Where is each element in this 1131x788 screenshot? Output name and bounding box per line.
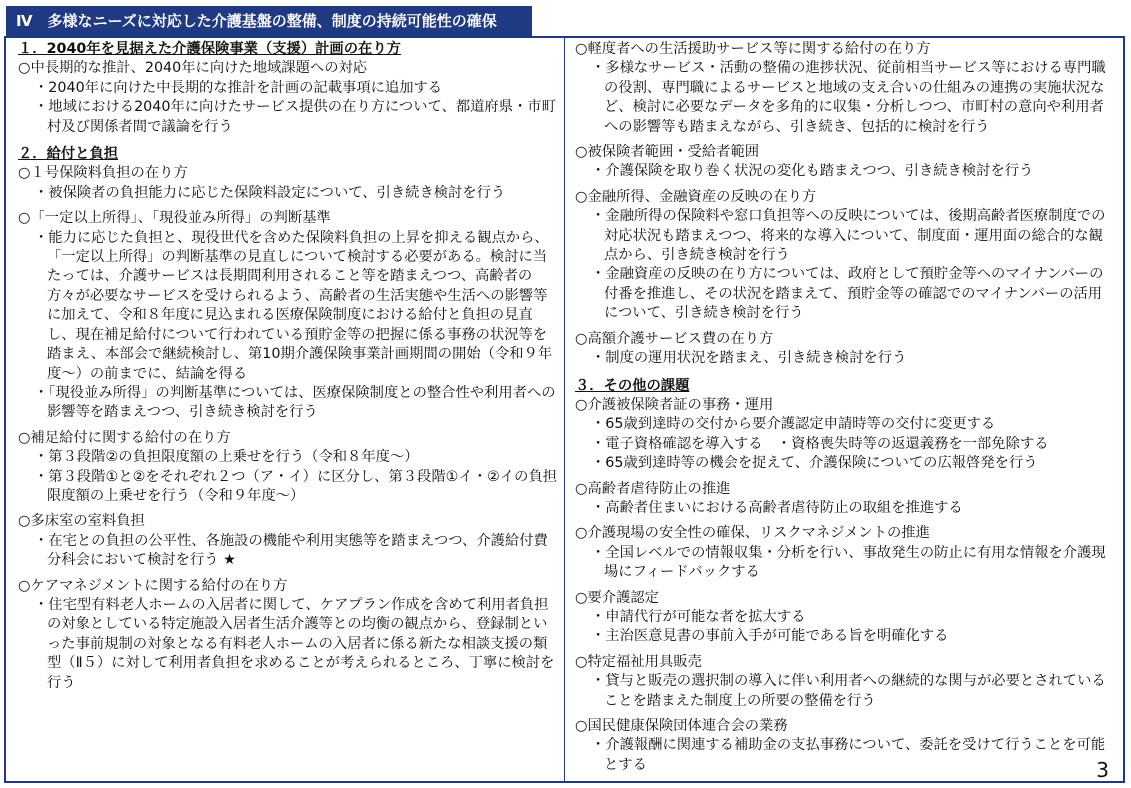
- topic-bullet: ・第３段階②の負担限度額の上乗せを行う（令和８年度～）: [34, 449, 419, 466]
- topic-bullet: ・第３段階①と②をそれぞれ２つ（ア・イ）に区分し、第３段階①イ・②イの負担限度額の上乗せを行う（令和９年度～）: [34, 468, 558, 504]
- topic-title: ○「一定以上所得」、「現役並み所得」の判断基準: [18, 210, 331, 227]
- topic-bullet: ・制度の運用状況を踏まえ、引き続き検討を行う: [591, 350, 907, 367]
- topic-title: ○高額介護サービス費の在り方: [575, 330, 774, 347]
- topic-title: ○国民健康保険団体連合会の業務: [575, 718, 788, 734]
- topic-bullet: ・申請代行が可能な者を拡大する: [591, 608, 806, 625]
- column-divider: [564, 38, 565, 781]
- topic-item: [575, 396, 1113, 474]
- topic-title: ○要介護認定: [575, 589, 659, 606]
- topic-item: [18, 164, 558, 203]
- topic-item: [18, 577, 558, 693]
- section-heading: ２．給付と負担: [18, 146, 119, 163]
- topic-item: [18, 512, 558, 570]
- topic-item: [575, 717, 1113, 775]
- topic-bullet: ・多様なサービス・活動の整備の進捗状況、従前相当サービス等における専門職の役割、専門職によるサービスと地域の支え合いの仕組みの連携の実施状況など、検討に必要なデータを多角的に収集・分析しつつ、市町村の意向や利用者への影響等も踏まえながら、引き続き、包括的に検討を行う: [591, 60, 1106, 135]
- topic-item: [575, 589, 1113, 647]
- topic-bullet: ・65歳到達時の交付から要介護認定申請時等の交付に変更する: [591, 416, 996, 433]
- topic-title: ○１号保険料負担の在り方: [18, 165, 188, 182]
- topic-bullet: ・地域における2040年に向けたサービス提供の在り方について、都道府県・市町村及び関係者間で議論を行う: [34, 99, 556, 135]
- topic-bullet: ・在宅との負担の公平性、各施設の機能や利用実態等を踏まえつつ、介護給付費分科会において検討を行う ★: [34, 532, 548, 569]
- topic-title: ○多床室の室料負担: [18, 513, 145, 530]
- topic-item: [575, 143, 1113, 182]
- left-column: [18, 40, 558, 693]
- topic-item: [575, 480, 1113, 519]
- topic-item: [575, 40, 1113, 137]
- topic-bullet: ・65歳到達時等の機会を捉えて、介護保険についての広報啓発を行う: [591, 455, 1038, 472]
- section-heading: １．2040年を見据えた介護保険事業（支援）計画の在り方: [18, 41, 401, 57]
- section: [18, 40, 558, 137]
- section-heading: ３．その他の課題: [575, 377, 690, 394]
- right-column: [575, 40, 1113, 775]
- topic-title: ○高齢者虐待防止の推進: [575, 480, 731, 497]
- topic-bullet: ・金融資産の反映の在り方については、政府として預貯金等へのマイナンバーの付番を推進し、その状況を踏まえて、預貯金等の確認でのマイナンバーの活用について、引き続き検討を行う: [591, 266, 1104, 322]
- topic-item: [575, 330, 1113, 369]
- topic-item: [575, 188, 1113, 324]
- section-banner: Ⅳ 多様なニーズに対応した介護基盤の整備、制度の持続可能性の確保: [6, 6, 532, 36]
- topic-bullet: ・電子資格確認を導入する ・資格喪失時等の返還義務を一部免除する: [591, 435, 1049, 452]
- topic-bullet: ・被保険者の負担能力に応じた保険料設定について、引き続き検討を行う: [34, 184, 506, 201]
- topic-bullet: ・介護報酬に関連する補助金の支払事務について、委託を受けて行うことを可能とする: [591, 737, 1106, 773]
- topic-item: [18, 59, 558, 137]
- topic-bullet: ・貸与と販売の選択制の導入に伴い利用者への継続的な関与が必要とされていることを踏まえた制度上の所要の整備を行う: [591, 673, 1106, 709]
- topic-bullet: ・介護保険を取り巻く状況の変化も踏まえつつ、引き続き検討を行う: [591, 163, 1034, 180]
- topic-title: ○中長期的な推計、2040年に向けた地域課題への対応: [18, 60, 368, 77]
- section: [18, 145, 558, 693]
- topic-bullet: ・2040年に向けた中長期的な推計を計画の記載事項に追加する: [34, 79, 443, 96]
- topic-title: ○軽度者への生活援助サービス等に関する給付の在り方: [575, 41, 931, 57]
- topic-title: ○介護被保険者証の事務・運用: [575, 396, 774, 413]
- topic-title: ○被保険者範囲・受給者範囲: [575, 144, 760, 161]
- topic-item: [575, 653, 1113, 711]
- topic-title: ○特定福祉用具販売: [575, 653, 702, 670]
- section: [575, 40, 1113, 369]
- topic-bullet: ・金融所得の保険料や窓口負担等への反映については、後期高齢者医療制度での対応状況も踏まえつつ、将来的な導入について、制度面・運用面の総合的な観点から、引き続き検討を行う: [591, 208, 1106, 264]
- topic-bullet: ・能力に応じた負担と、現役世代を含めた保険料負担の上昇を抑える観点から、「一定以上所得」の判断基準の見直しについて検討する必要がある。検討に当たっては、介護サービスは長期間利用されること等を踏まえつつ、高齢者の方々が必要なサービスを受けられるよう、高齢者の生活実態や生活への影響等に加えて、令和８年度に見込まれる医療保険制度における給付と負担の見直し、現在補足給付について行われている預貯金等の把握に係る事務の状況等を踏まえ、本部会で継続検討し、第10期介護保険事業計画期間の開始（令和９年度～）の前までに、結論を得る: [34, 229, 553, 382]
- topic-title: ○金融所得、金融資産の反映の在り方: [575, 188, 817, 205]
- topic-bullet: ・住宅型有料老人ホームの入居者に関して、ケアプラン作成を含めて利用者負担の対象としている特定施設入居者生活介護等との均衡の観点から、登録制といった事前規制の対象となる有料老人ホームの入居者に係る新たな相談支援の類型（Ⅱ５）に対して利用者負担を求めることが考えられるところ、丁寧に検討を行う: [34, 596, 555, 691]
- topic-bullet: ・主治医意見書の事前入手が可能である旨を明確化する: [591, 628, 949, 645]
- topic-title: ○ケアマネジメントに関する給付の在り方: [18, 577, 288, 594]
- page-number: 3: [1096, 758, 1109, 782]
- section: [575, 377, 1113, 776]
- topic-item: [575, 524, 1113, 582]
- topic-item: [18, 209, 558, 422]
- topic-bullet: ・「現役並み所得」の判断基準については、医療保険制度との整合性や利用者への影響等を踏まえつつ、引き続き検討を行う: [34, 384, 556, 421]
- topic-title: ○介護現場の安全性の確保、リスクマネジメントの推進: [575, 525, 930, 542]
- topic-title: ○補足給付に関する給付の在り方: [18, 429, 231, 446]
- topic-bullet: ・高齢者住まいにおける高齢者虐待防止の取組を推進する: [591, 499, 963, 516]
- topic-bullet: ・全国レベルでの情報収集・分析を行い、事故発生の防止に有用な情報を介護現場にフィードバックする: [591, 544, 1106, 581]
- topic-item: [18, 429, 558, 507]
